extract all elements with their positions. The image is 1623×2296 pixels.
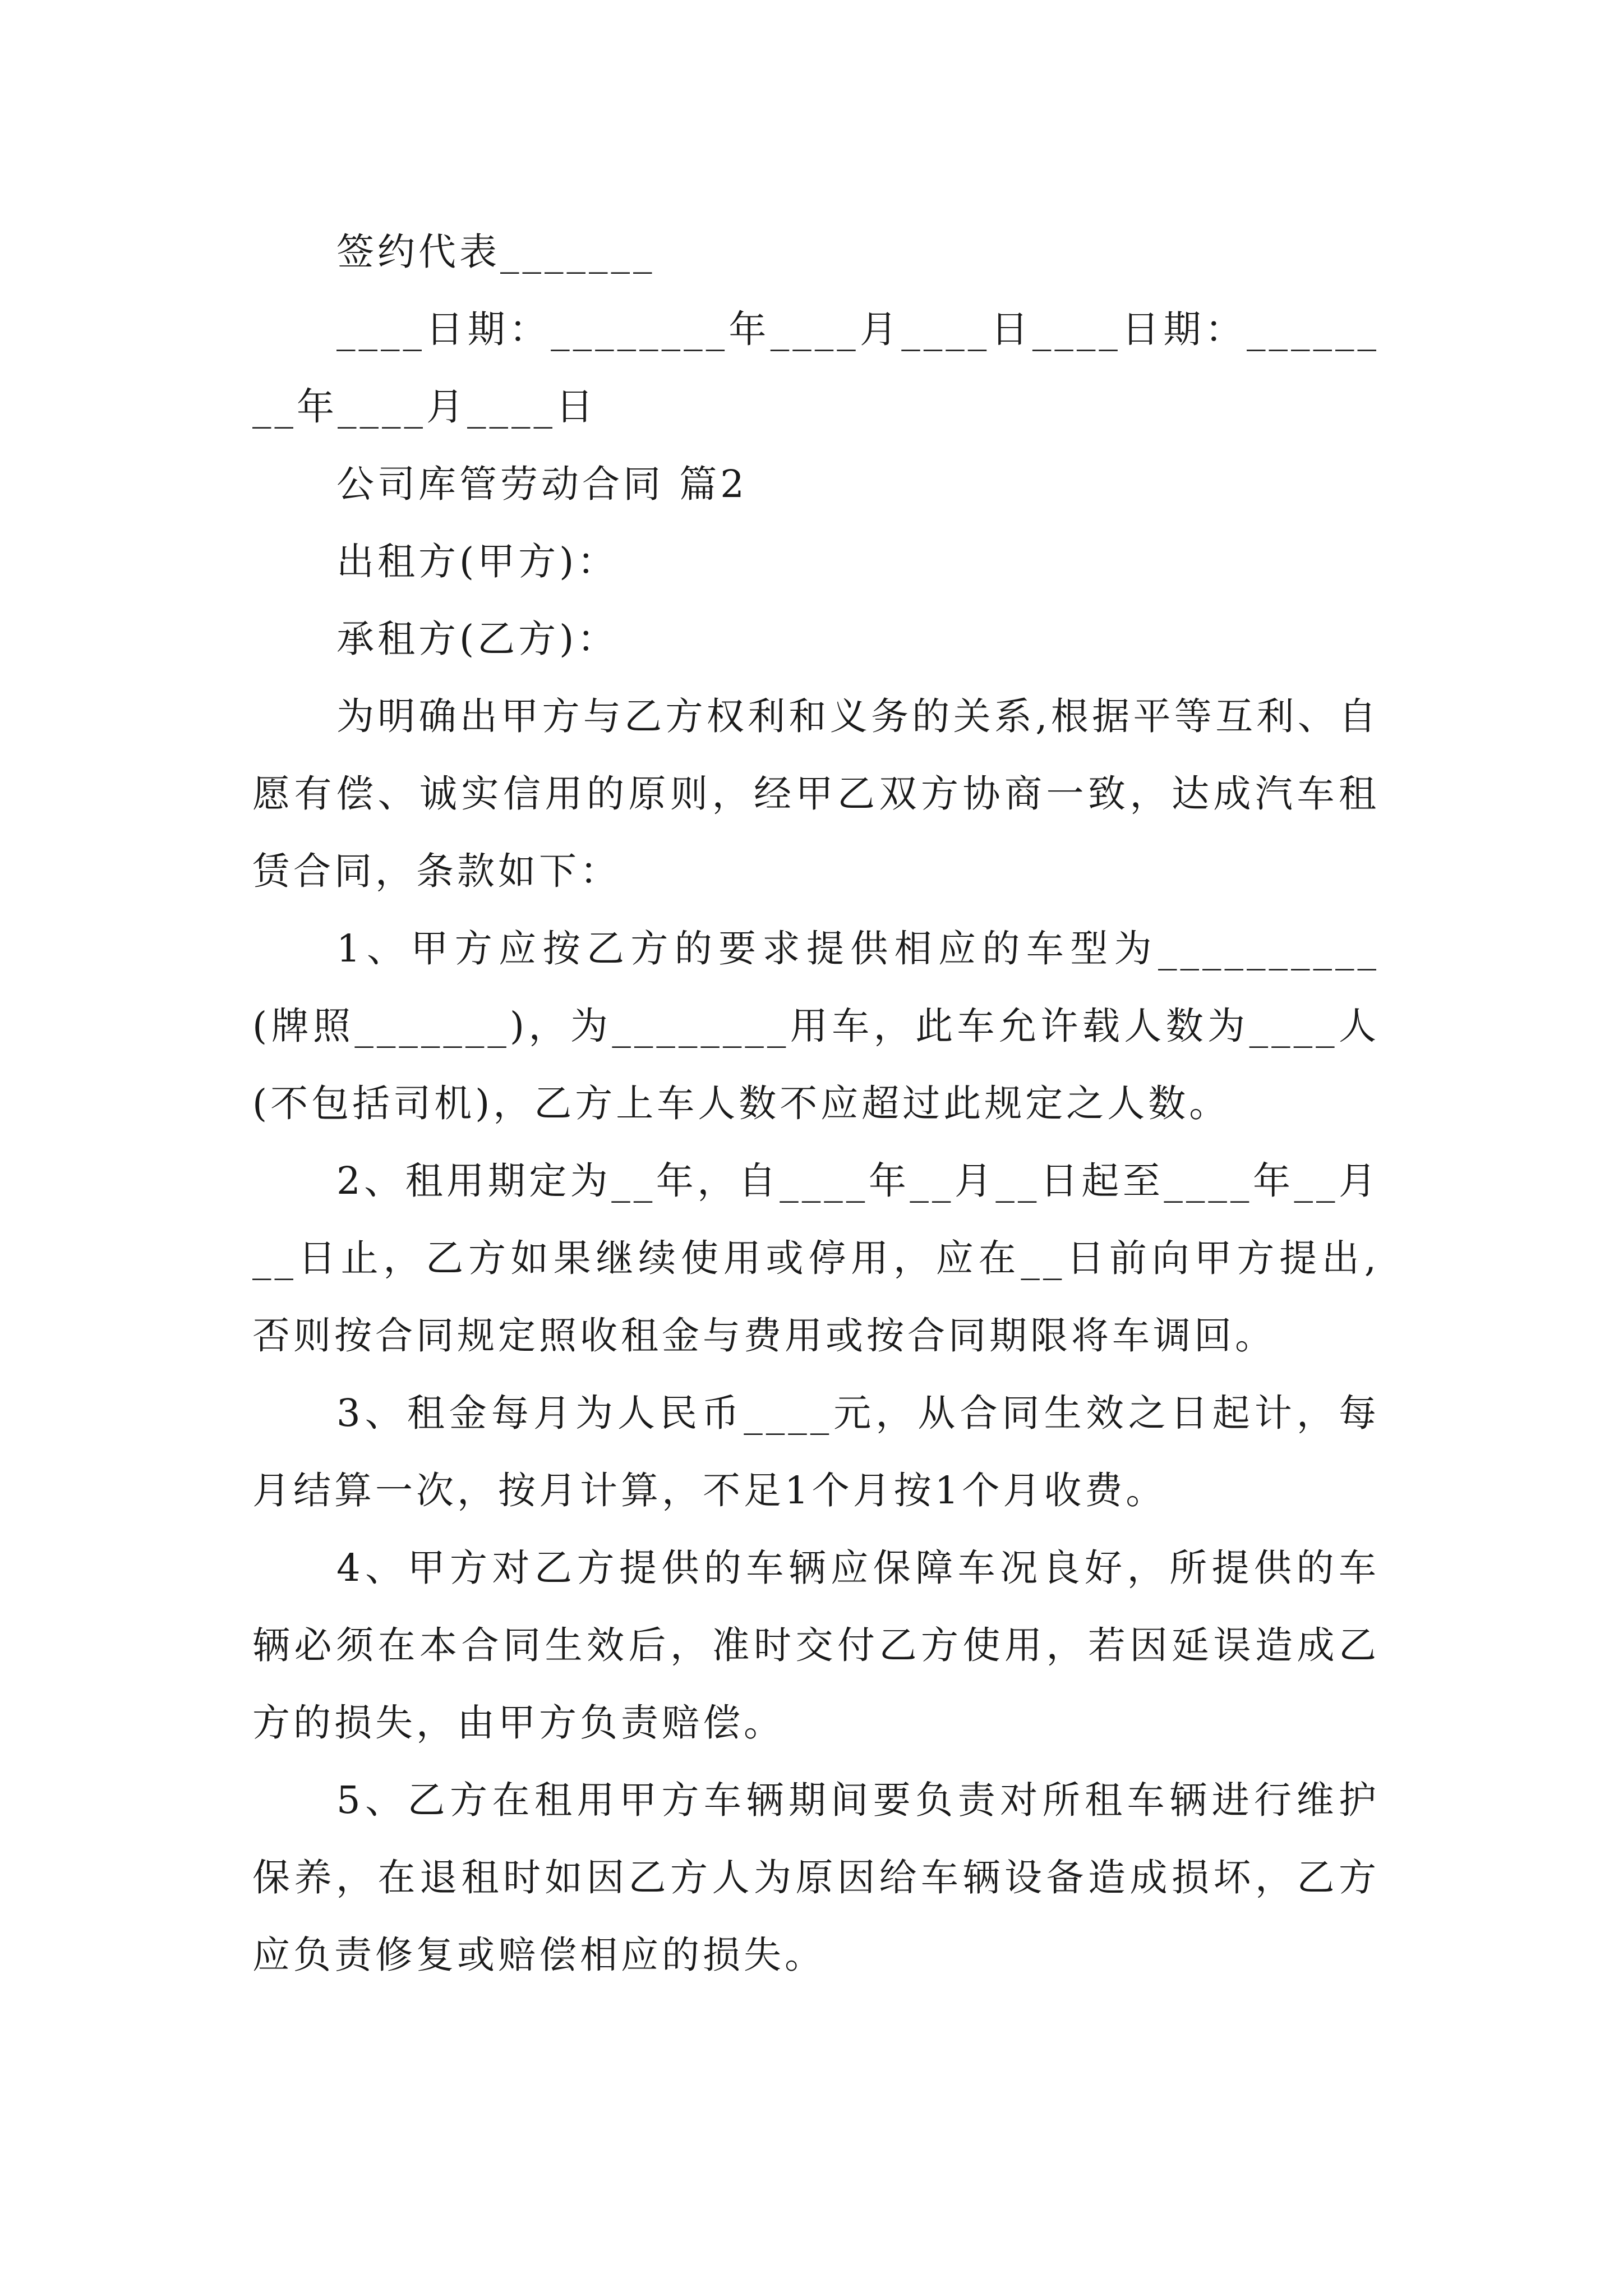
clause-3: 3、租金每月为人民币____元，从合同生效之日起计，每月结算一次，按月计算，不足1个月按1个月收费。 — [252, 1391, 1380, 1512]
lessee-line: 承租方(乙方)： — [336, 617, 619, 661]
clause-2: 2、租用期定为__年，自____年__月__日起至____年__月__日止，乙方如果继续使用或停用，应在__日前向甲方提出,否则按合同规定照收租金与费用或按合同期限将车调回。 — [252, 1159, 1380, 1358]
date-line: ____日期：________年____月____日____日期：________年____月____日 — [252, 307, 1380, 429]
clause-5: 5、乙方在租用甲方车辆期间要负责对所租车辆进行维护保养，在退租时如因乙方人为原因给车辆设备造成损坏，乙方应负责修复或赔偿相应的损失。 — [252, 1778, 1380, 1977]
clause-4: 4、甲方对乙方提供的车辆应保障车况良好，所提供的车辆必须在本合同生效后，准时交付乙方使用，若因延误造成乙方的损失，由甲方负责赔偿。 — [252, 1546, 1380, 1745]
preamble-paragraph: 为明确出甲方与乙方权利和义务的关系,根据平等互利、自愿有偿、诚实信用的原则，经甲乙双方协商一致，达成汽车租赁合同，条款如下： — [252, 694, 1380, 893]
document-body — [252, 213, 1380, 1994]
clause-1: 1、甲方应按乙方的要求提供相应的车型为__________(牌照_______)，为________用车，此车允许载人数为____人(不包括司机)，乙方上车人数不应超过此规定之人数。 — [252, 927, 1380, 1125]
lessor-line: 出租方(甲方)： — [336, 540, 619, 583]
contract-section-title: 公司库管劳动合同 篇2 — [336, 462, 748, 506]
signature-representative-line: 签约代表_______ — [336, 230, 656, 274]
